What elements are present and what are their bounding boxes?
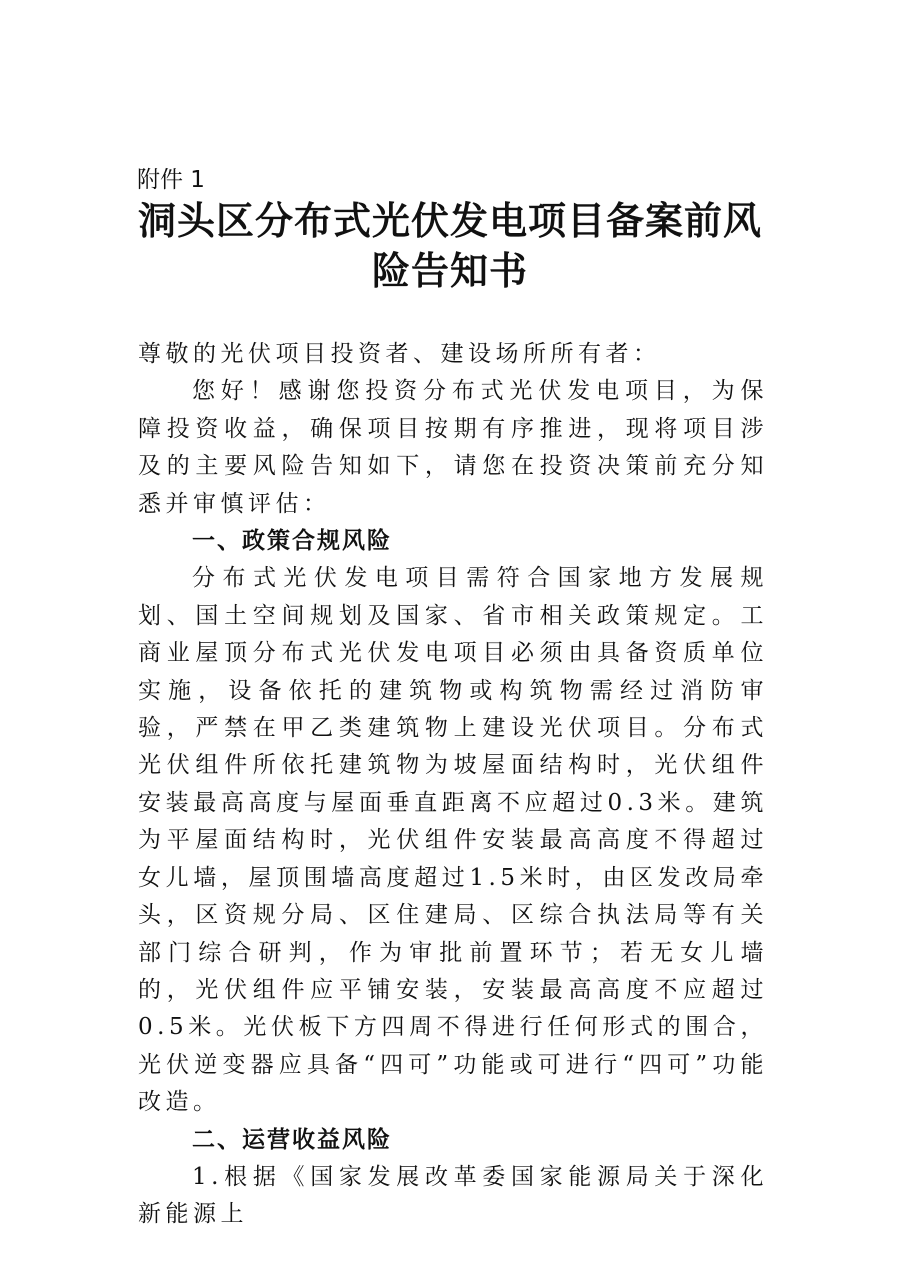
section-heading-operating-revenue: 二、运营收益风险 [192,1126,392,1153]
attachment-label: 附件 1 [137,167,205,193]
operating-revenue-paragraph: 1.根据《国家发展改革委国家能源局关于深化新能源上 [138,1163,768,1228]
document-title: 洞头区分布式光伏发电项目备案前风险告知书 [137,198,762,293]
salutation: 尊敬的光伏项目投资者、建设场所所有者： [138,341,661,367]
policy-compliance-paragraph: 分布式光伏发电项目需符合国家地方发展规划、国土空间规划及国家、省市相关政策规定。工商业屋顶分布式光伏发电项目必须由具备资质单位实施，设备依托的建筑物或构筑物需经过消防审验，严禁在甲乙类建筑物上建设光伏项目。分布式光伏组件所依托建筑物为坡屋面结构时，光伏组件安装最高高度与屋面垂直距离不应超过0.3米。建筑为平屋面结构时，光伏组件安装最高高度不得超过女儿墙，屋顶围墙高度超过1.5米时，由区发改局牵头，区资规分局、区住建局、区综合执法局等有关部门综合研判，作为审批前置环节；若无女儿墙的，光伏组件应平铺安装，安装最高高度不应超过0.5米。光伏板下方四周不得进行任何形式的围合，光伏逆变器应具备“四可”功能或可进行“四可”功能改造。 [138,565,768,1116]
document-body [138,336,768,1234]
section-heading-policy-compliance: 一、政策合规风险 [192,528,392,555]
intro-paragraph: 您好！感谢您投资分布式光伏发电项目，为保障投资收益，确保项目按期有序推进，现将项目涉及的主要风险告知如下，请您在投资决策前充分知悉并审慎评估： [138,378,768,517]
